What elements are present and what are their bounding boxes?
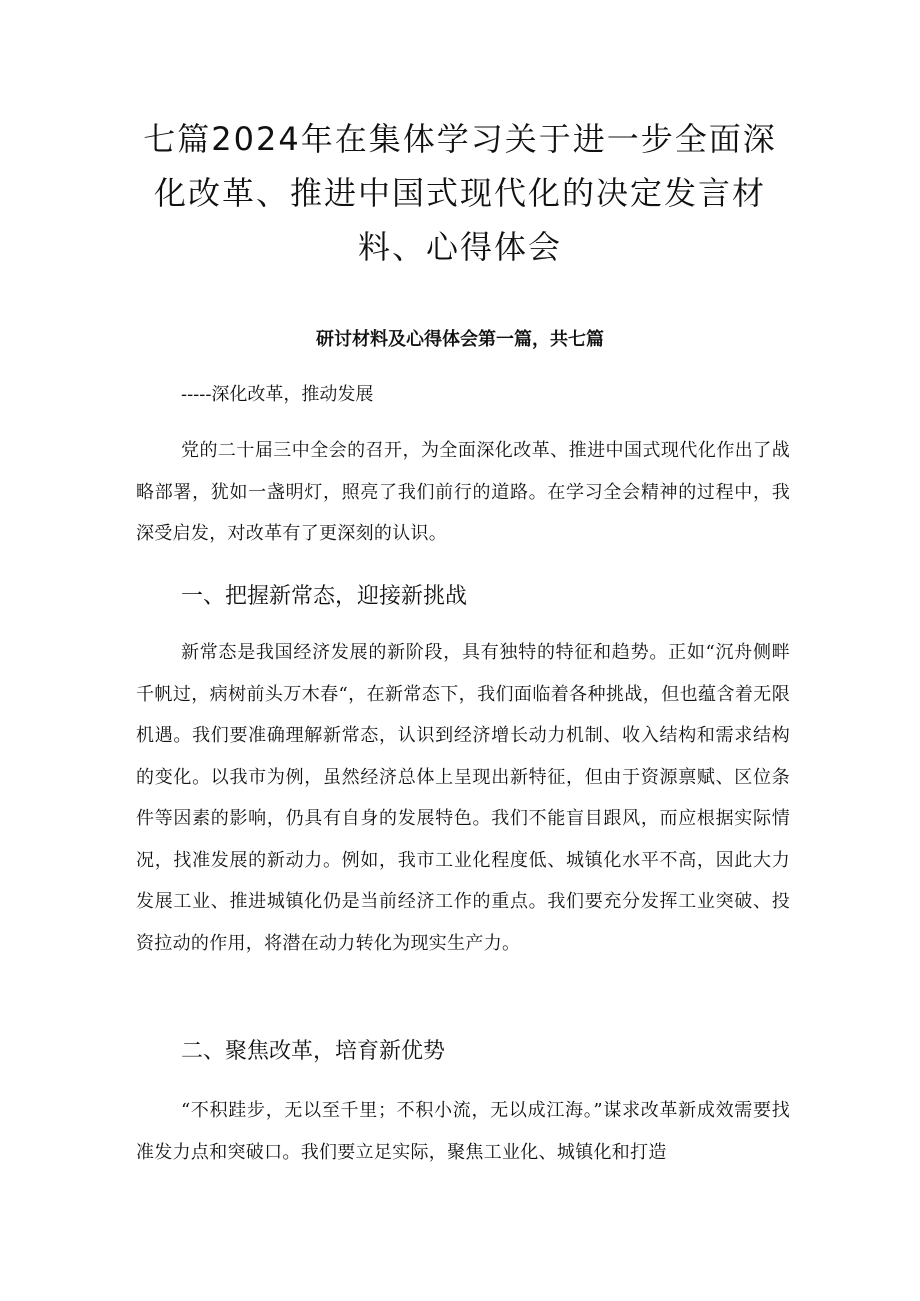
section-2-heading: 二、聚焦改革，培育新优势: [181, 1039, 446, 1064]
document-title: 七篇2024年在集体学习关于进一步全面深化改革、推进中国式现代化的决定发言材料、心得体会: [143, 120, 777, 266]
document-tagline: -----深化改革，推动发展: [181, 384, 374, 405]
document-subtitle: 研讨材料及心得体会第一篇，共七篇: [316, 329, 604, 350]
intro-paragraph: 党的二十届三中全会的召开，为全面深化改革、推进中国式现代化作出了战略部署，犹如一盏明灯，照亮了我们前行的道路。在学习全会精神的过程中，我深受启发，对改革有了更深刻的认识。: [136, 440, 790, 544]
section-1-heading: 一、把握新常态，迎接新挑战: [181, 584, 468, 609]
section-2-paragraph: “不积跬步，无以至千里；不积小流，无以成江海。”谋求改革新成效需要找准发力点和突破口。我们要立足实际，聚焦工业化、城镇化和打造: [136, 1100, 790, 1163]
section-1-paragraph: 新常态是我国经济发展的新阶段，具有独特的特征和趋势。正如“沉舟侧畔千帆过，病树前头万木春“，在新常态下，我们面临着各种挑战，但也蕴含着无限机遇。我们要准确理解新常态，认识到经济增长动力机制、收入结构和需求结构的变化。以我市为例，虽然经济总体上呈现出新特征，但由于资源禀赋、区位条件等因素的影响，仍具有自身的发展特色。我们不能盲目跟风，而应根据实际情况，找准发展的新动力。例如，我市工业化程度低、城镇化水平不高，因此大力发展工业、推进城镇化仍是当前经济工作的重点。我们要充分发挥工业突破、投资拉动的作用，将潜在动力转化为现实生产力。: [136, 642, 790, 954]
